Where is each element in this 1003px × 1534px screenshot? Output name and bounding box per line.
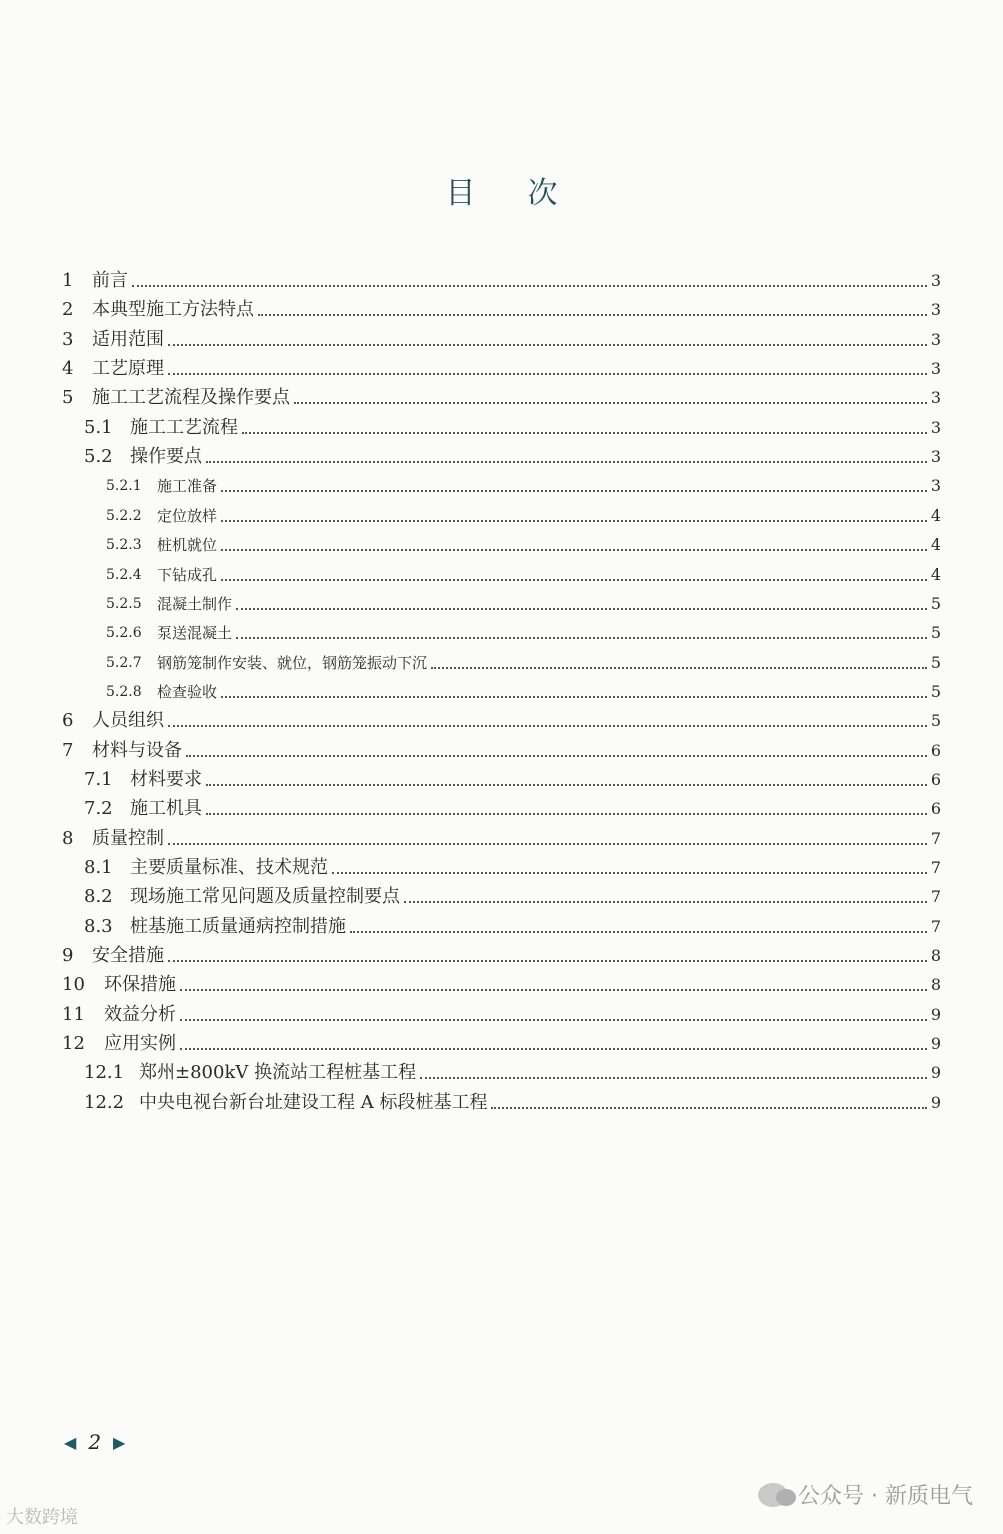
- toc-entry[interactable]: [106, 498, 941, 527]
- leader-dots: [332, 870, 927, 874]
- toc-page: 5: [930, 593, 941, 613]
- toc-page: 9: [930, 1034, 941, 1054]
- toc-number: 5.2.6: [106, 625, 142, 642]
- toc-entry[interactable]: [62, 821, 941, 850]
- toc-number: 7.2: [84, 798, 113, 820]
- toc-number: 5.2.4: [106, 566, 142, 583]
- toc-number: 3: [62, 328, 74, 350]
- toc-label: 现场施工常见问题及质量控制要点: [130, 886, 400, 908]
- leader-dots: [221, 694, 927, 698]
- toc-label: 郑州±800kV 换流站工程桩基工程: [139, 1062, 417, 1084]
- toc-label: 质量控制: [92, 827, 164, 849]
- toc-label: 材料要求: [130, 768, 202, 790]
- leader-dots: [236, 635, 927, 639]
- toc-page: 9: [930, 1004, 941, 1024]
- toc-number: 5.2.1: [106, 478, 142, 495]
- leader-dots: [180, 1017, 927, 1021]
- wechat-icon: [758, 1483, 788, 1507]
- toc-number: 8: [62, 827, 74, 849]
- watermark-right-text: 公众号 · 新质电气: [798, 1484, 973, 1509]
- toc-entry[interactable]: [62, 351, 941, 380]
- toc-label: 下钻成孔: [157, 565, 218, 584]
- toc-number: 10: [62, 974, 85, 996]
- toc-page: 5: [930, 652, 941, 672]
- triangle-left-icon[interactable]: ◀: [64, 1432, 77, 1452]
- toc-number: 12: [62, 1033, 85, 1055]
- toc-entry[interactable]: [106, 615, 941, 644]
- toc-number: 9: [62, 945, 74, 967]
- toc-entry[interactable]: [62, 380, 941, 409]
- toc-number: 8.1: [84, 857, 113, 878]
- toc-page: 4: [930, 535, 941, 555]
- toc-entry[interactable]: [106, 557, 941, 586]
- toc-number: 7: [62, 739, 74, 761]
- leader-dots: [236, 606, 927, 610]
- toc-entry[interactable]: [62, 322, 941, 351]
- toc-number: 12.2: [84, 1091, 125, 1113]
- toc-number: 5: [62, 387, 74, 409]
- leader-dots: [186, 753, 927, 757]
- toc-entry[interactable]: [62, 997, 941, 1026]
- toc-page: 4: [930, 505, 941, 525]
- toc-number: 2: [62, 299, 74, 321]
- toc-label: 本典型施工方法特点: [92, 299, 254, 321]
- toc-page: 6: [930, 740, 941, 760]
- leader-dots: [168, 958, 927, 962]
- page-number: 2: [88, 1430, 102, 1454]
- toc-page: 8: [930, 975, 941, 995]
- leader-dots: [168, 723, 927, 727]
- toc-entry[interactable]: [106, 527, 941, 556]
- toc-number: 5.2: [84, 446, 113, 468]
- toc-number: 5.2.3: [106, 537, 142, 554]
- toc-label: 操作要点: [130, 446, 202, 468]
- toc-page: 5: [930, 623, 941, 643]
- leader-dots: [221, 577, 927, 581]
- toc-entry[interactable]: [106, 645, 941, 674]
- toc-page: 5: [930, 711, 941, 731]
- toc-label: 前言: [92, 270, 128, 291]
- toc-page: 3: [930, 476, 941, 496]
- toc-label: 施工机具: [130, 798, 202, 820]
- toc-label: 钢筋笼制作安装、就位，钢筋笼振动下沉: [157, 653, 428, 672]
- toc-label: 适用范围: [92, 328, 164, 350]
- toc-page: 6: [930, 799, 941, 819]
- toc-entry[interactable]: [84, 909, 941, 938]
- toc-page: 3: [930, 300, 941, 320]
- toc-label: 人员组织: [92, 710, 164, 732]
- leader-dots: [431, 665, 927, 669]
- leader-dots: [206, 459, 927, 463]
- leader-dots: [258, 312, 927, 316]
- watermark-right: [758, 1479, 973, 1510]
- leader-dots: [206, 782, 927, 786]
- toc-page: 7: [930, 887, 941, 907]
- toc-entry[interactable]: [62, 292, 941, 321]
- toc-entry[interactable]: [84, 439, 941, 468]
- leader-dots: [168, 841, 927, 845]
- toc-page: 7: [930, 858, 941, 877]
- toc-entry[interactable]: [62, 967, 941, 996]
- toc-page: 3: [930, 388, 941, 408]
- leader-dots: [294, 400, 927, 404]
- toc-label: 定位放样: [157, 506, 218, 525]
- toc-number: 4: [62, 358, 74, 380]
- toc-entry[interactable]: [84, 1055, 941, 1084]
- toc-page: 5: [930, 681, 941, 701]
- toc-label: 施工准备: [157, 477, 218, 496]
- toc-number: 5.1: [84, 416, 113, 438]
- page-navigation: [64, 1430, 125, 1454]
- toc-label: 工艺原理: [92, 358, 164, 380]
- page-title: 目次: [445, 176, 610, 211]
- toc-page: 3: [930, 271, 941, 290]
- toc-entry[interactable]: [106, 674, 941, 703]
- toc-label: 材料与设备: [92, 739, 182, 761]
- toc-number: 11: [62, 1003, 85, 1025]
- toc-number: 6: [62, 710, 74, 732]
- toc-page: 7: [930, 916, 941, 936]
- leader-dots: [404, 899, 927, 903]
- leader-dots: [350, 929, 927, 933]
- leader-dots: [420, 1075, 927, 1079]
- toc-entry[interactable]: [62, 703, 941, 732]
- toc-entry[interactable]: [106, 586, 941, 615]
- toc-label: 环保措施: [104, 974, 176, 996]
- toc-entry[interactable]: [62, 938, 941, 967]
- toc-entry[interactable]: [84, 410, 941, 439]
- leader-dots: [168, 342, 927, 346]
- toc-label: 主要质量标准、技术规范: [130, 857, 328, 878]
- toc-number: 12.1: [84, 1062, 125, 1084]
- toc-label: 安全措施: [92, 945, 164, 967]
- toc-page: 3: [930, 417, 941, 437]
- toc-page: 4: [930, 564, 941, 584]
- toc-page: 3: [930, 359, 941, 379]
- leader-dots: [132, 283, 927, 287]
- triangle-right-icon[interactable]: ▶: [113, 1432, 126, 1452]
- toc-page: 3: [930, 447, 941, 467]
- toc-page: 3: [930, 329, 941, 349]
- toc-label: 施工工艺流程及操作要点: [92, 387, 290, 409]
- leader-dots: [180, 987, 927, 991]
- toc-number: 5.2.7: [106, 654, 142, 671]
- toc-label: 混凝土制作: [157, 594, 233, 613]
- toc-page: 9: [930, 1092, 941, 1112]
- toc-label: 泵送混凝土: [157, 624, 233, 643]
- toc-label: 应用实例: [104, 1033, 176, 1055]
- toc-label: 桩机就位: [157, 536, 218, 555]
- toc-entry[interactable]: [62, 263, 941, 292]
- toc-label: 效益分析: [104, 1003, 176, 1025]
- toc-label: 检查验收: [157, 682, 218, 701]
- toc-entry[interactable]: [84, 762, 941, 791]
- toc-page: 7: [930, 828, 941, 848]
- toc-page: 9: [930, 1063, 941, 1083]
- toc-entry[interactable]: [62, 733, 941, 762]
- toc-number: 7.1: [84, 768, 113, 790]
- toc-entry[interactable]: [84, 791, 941, 820]
- toc-page: 6: [930, 769, 941, 789]
- leader-dots: [221, 488, 927, 492]
- toc-entry[interactable]: [106, 468, 941, 497]
- toc-number: 8.2: [84, 886, 113, 908]
- toc-entry[interactable]: [84, 879, 941, 908]
- toc-label: 中央电视台新台址建设工程 A 标段桩基工程: [139, 1091, 488, 1113]
- leader-dots: [242, 430, 927, 434]
- watermark-left: 大数跨境: [6, 1507, 78, 1528]
- leader-dots: [221, 518, 927, 522]
- toc-label: 施工工艺流程: [130, 416, 238, 438]
- toc-entry[interactable]: [62, 1026, 941, 1055]
- leader-dots: [206, 811, 927, 815]
- toc-number: 5.2.8: [106, 683, 142, 700]
- toc-number: 5.2.2: [106, 507, 142, 524]
- toc-page: 8: [930, 946, 941, 966]
- toc-entry[interactable]: [84, 850, 941, 879]
- leader-dots: [168, 371, 927, 375]
- leader-dots: [491, 1105, 926, 1109]
- leader-dots: [221, 547, 927, 551]
- toc-entry[interactable]: [84, 1085, 941, 1114]
- toc-number: 8.3: [84, 915, 113, 937]
- toc-label: 桩基施工质量通病控制措施: [130, 915, 346, 937]
- toc-number: 1: [62, 270, 74, 291]
- toc-number: 5.2.5: [106, 595, 142, 612]
- leader-dots: [180, 1046, 927, 1050]
